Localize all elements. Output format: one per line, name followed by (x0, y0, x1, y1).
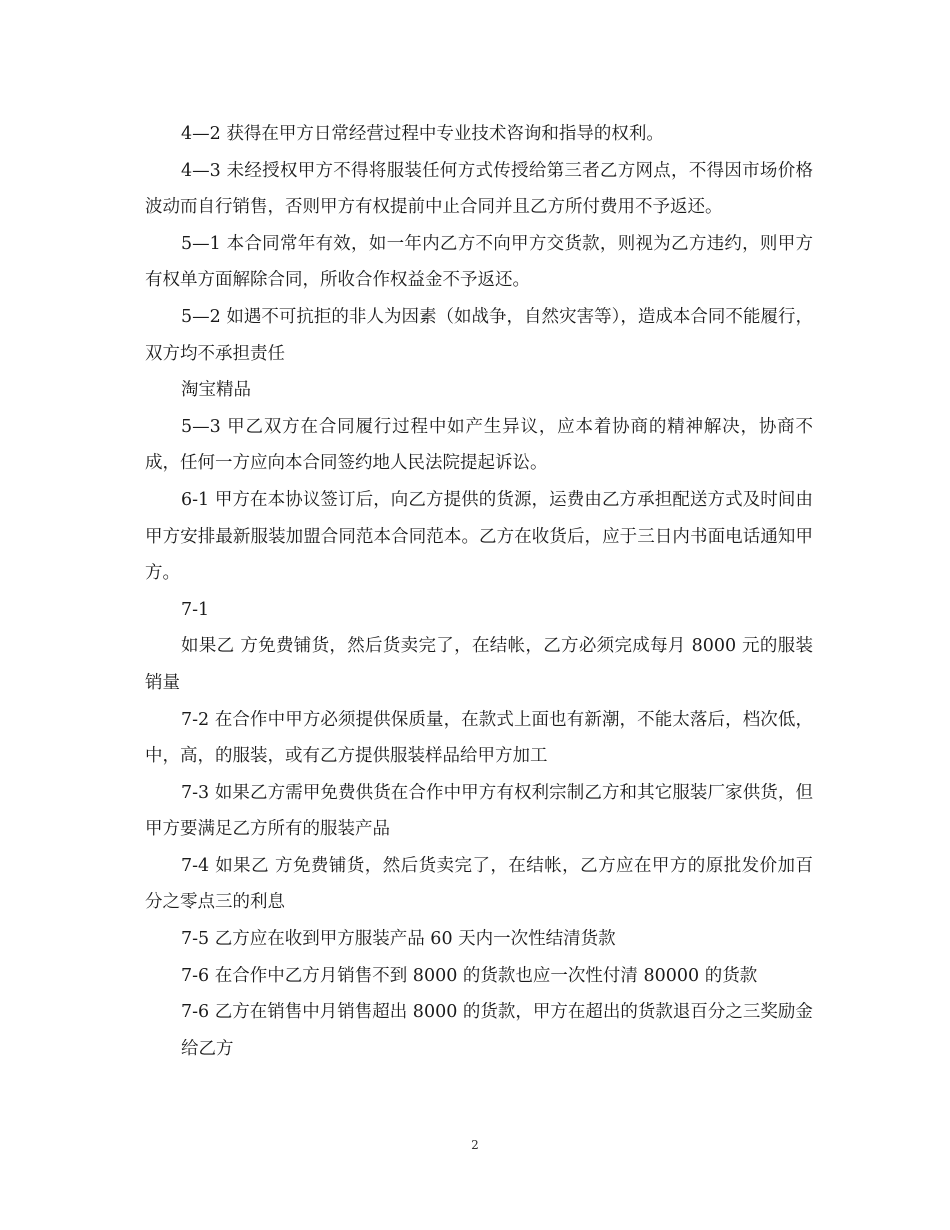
paragraph-6-1: 6-1 甲方在本协议签订后，向乙方提供的货源，运费由乙方承担配送方式及时间由甲方安排最新服装加盟合同范本合同范本。乙方在收货后，应于三日内书面电话通知甲方。 (145, 489, 813, 584)
paragraph-5-1: 5—1 本合同常年有效，如一年内乙方不向甲方交货款，则视为乙方违约，则甲方有权单方面解除合同，所收合作权益金不予返还。 (145, 233, 813, 291)
paragraph-7-3: 7-3 如果乙方需甲免费供货在合作中甲方有权利宗制乙方和其它服装厂家供货，但甲方要满足乙方所有的服装产品 (145, 782, 813, 840)
paragraph-taobao: 淘宝精品 (181, 380, 251, 401)
paragraph-7-2: 7-2 在合作中甲方必须提供保质量，在款式上面也有新潮，不能太落后，档次低，中，高，的服装，或有乙方提供服装样品给甲方加工 (145, 709, 813, 767)
paragraph-7-6-b: 7-6 乙方在销售中月销售超出 8000 的货款，甲方在超出的货款退百分之三奖励金 (181, 1002, 813, 1023)
paragraph-7-1-body: 如果乙 方免费铺货，然后货卖完了，在结帐，乙方必须完成每月 8000 元的服装销量 (145, 636, 813, 693)
paragraph-7-4: 7-4 如果乙 方免费铺货，然后货卖完了，在结帐，乙方应在甲方的原批发价加百分之零点三的利息 (145, 855, 813, 913)
paragraph-4-3: 4—3 未经授权甲方不得将服装任何方式传授给第三者乙方网点，不得因市场价格波动而自行销售，否则甲方有权提前中止合同并且乙方所付费用不予返还。 (145, 160, 813, 218)
paragraph-7-5: 7-5 乙方应在收到甲方服装产品 60 天内一次性结清货款 (181, 929, 616, 950)
paragraph-4-2: 4—2 获得在甲方日常经营过程中专业技术咨询和指导的权利。 (181, 124, 664, 144)
paragraph-7-1-heading: 7-1 (181, 599, 210, 620)
page-number: 2 (471, 1138, 479, 1152)
paragraph-5-3: 5—3 甲乙双方在合同履行过程中如产生异议，应本着协商的精神解决，协商不成，任何一方应向本合同签约地人民法院提起诉讼。 (145, 416, 813, 474)
document-body (145, 116, 813, 1067)
paragraph-5-2: 5—2 如遇不可抗拒的非人为因素（如战争，自然灾害等），造成本合同不能履行，双方均不承担责任 (145, 306, 813, 364)
paragraph-7-6-a: 7-6 在合作中乙方月销售不到 8000 的货款也应一次性付清 80000 的货款 (181, 965, 758, 986)
paragraph-give-party-b: 给乙方 (181, 1038, 234, 1059)
